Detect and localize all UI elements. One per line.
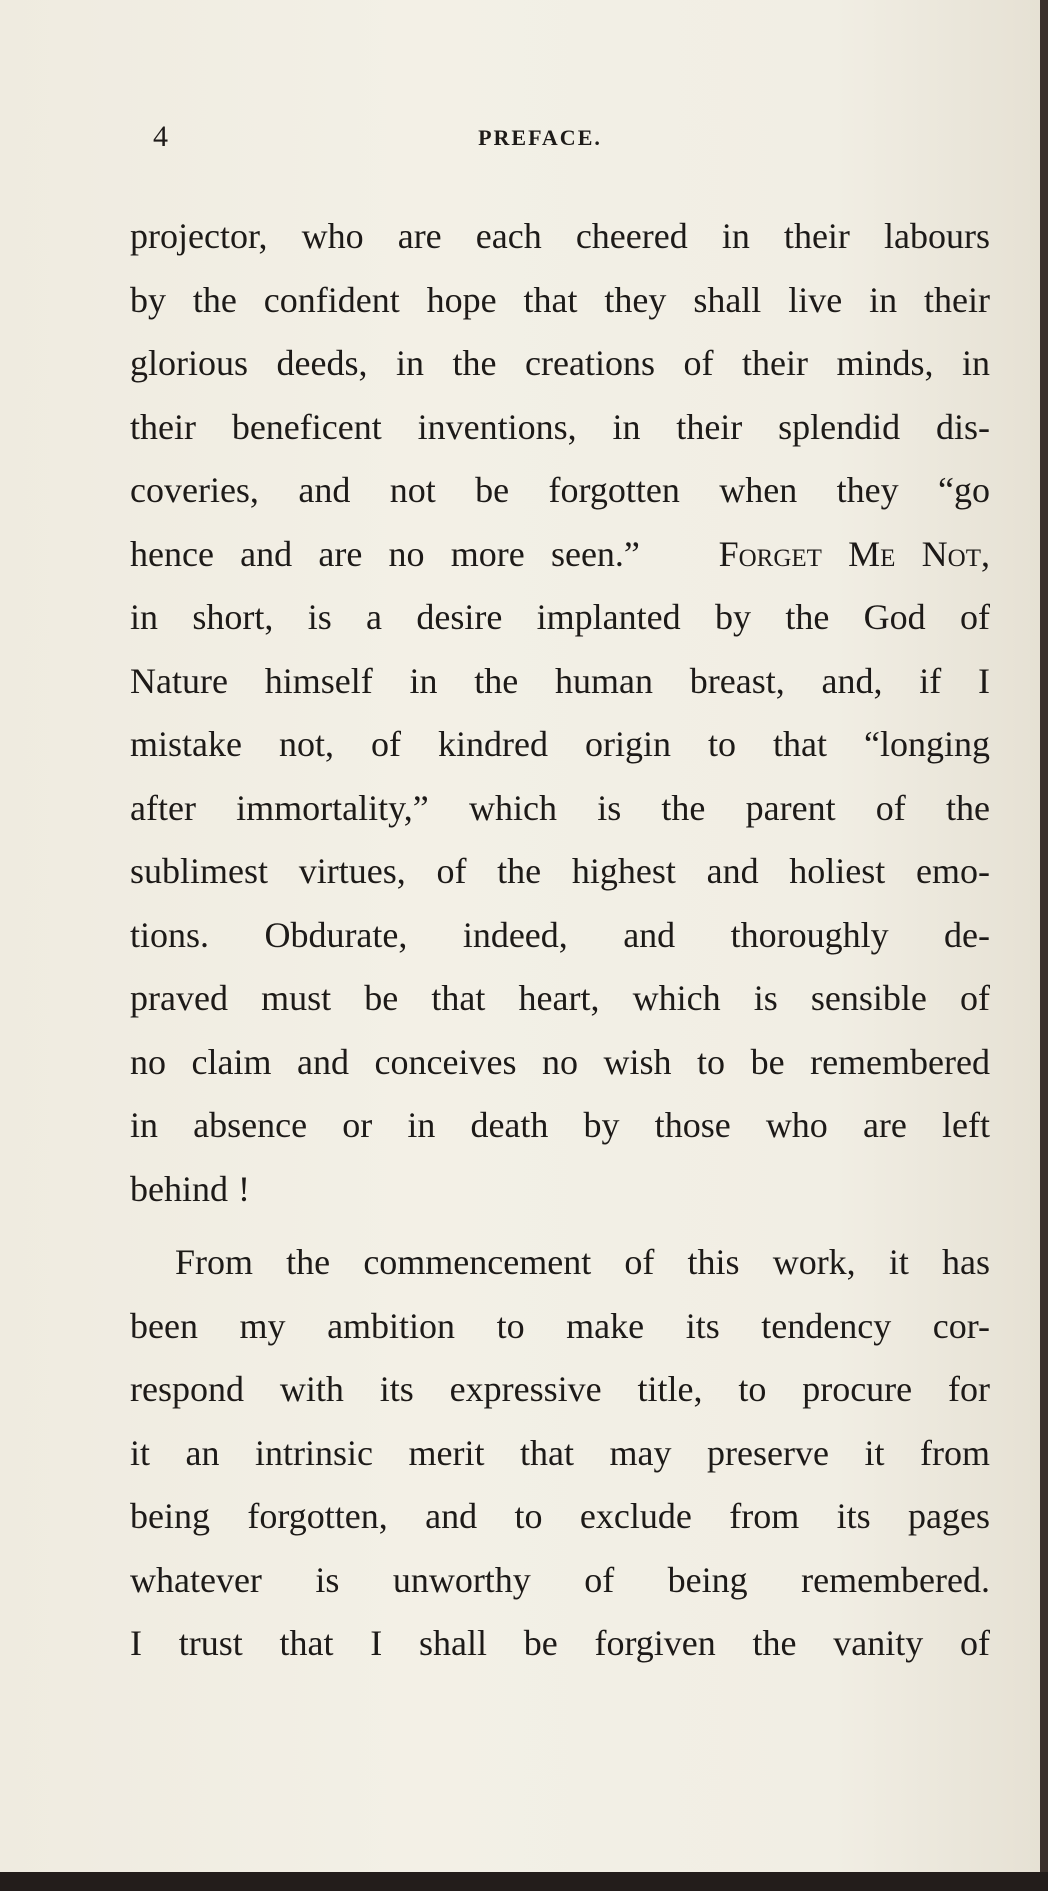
text-line: respond with its expressive title, to procure for <box>130 1369 990 1409</box>
text-line: glorious deeds, in the creations of their minds, in <box>130 343 990 383</box>
text-fragment: hence and are no more seen.” <box>130 533 640 574</box>
running-head: PREFACE. <box>478 125 602 150</box>
book-spine-edge <box>1040 0 1048 1891</box>
text-line: whatever is unworthy of being remembered. <box>130 1559 990 1600</box>
text-line: in absence or in death by those who are left <box>130 1105 990 1145</box>
text-line: mistake not, of kindred origin to that “longing <box>130 724 990 764</box>
text-line: Nature himself in the human breast, and, if I <box>130 660 990 701</box>
text-line: behind ! <box>130 1168 250 1209</box>
text-line-with-small-caps <box>130 523 990 587</box>
text-line: by the confident hope that they shall live in their <box>130 279 990 320</box>
text-line: been my ambition to make its tendency cor- <box>130 1305 990 1346</box>
text-line: after immortality,” which is the parent of the <box>130 787 990 828</box>
text-line: tions. Obdurate, indeed, and thoroughly de- <box>130 914 990 955</box>
text-line: being forgotten, and to exclude from its pages <box>130 1496 990 1536</box>
text-line: From the commencement of this work, it has <box>175 1242 990 1282</box>
text-line: it an intrinsic merit that may preserve it from <box>130 1432 990 1473</box>
text-line: praved must be that heart, which is sensible of <box>130 978 990 1018</box>
text-line: their beneficent inventions, in their splendid dis- <box>130 406 990 447</box>
text-line: projector, who are each cheered in their labours <box>130 216 990 256</box>
text-line: in short, is a desire implanted by the God of <box>130 597 990 637</box>
text-line: I trust that I shall be forgiven the vanity of <box>130 1623 990 1663</box>
text-line: sublimest virtues, of the highest and holiest emo- <box>130 851 990 891</box>
text-line: no claim and conceives no wish to be remembered <box>130 1041 990 1082</box>
small-caps-phrase: Forget Me Not, <box>718 533 990 574</box>
book-bottom-edge <box>0 1872 1048 1891</box>
page-number: 4 <box>153 120 168 153</box>
body-text <box>130 205 990 1676</box>
text-line: coveries, and not be forgotten when they “go <box>130 470 990 510</box>
